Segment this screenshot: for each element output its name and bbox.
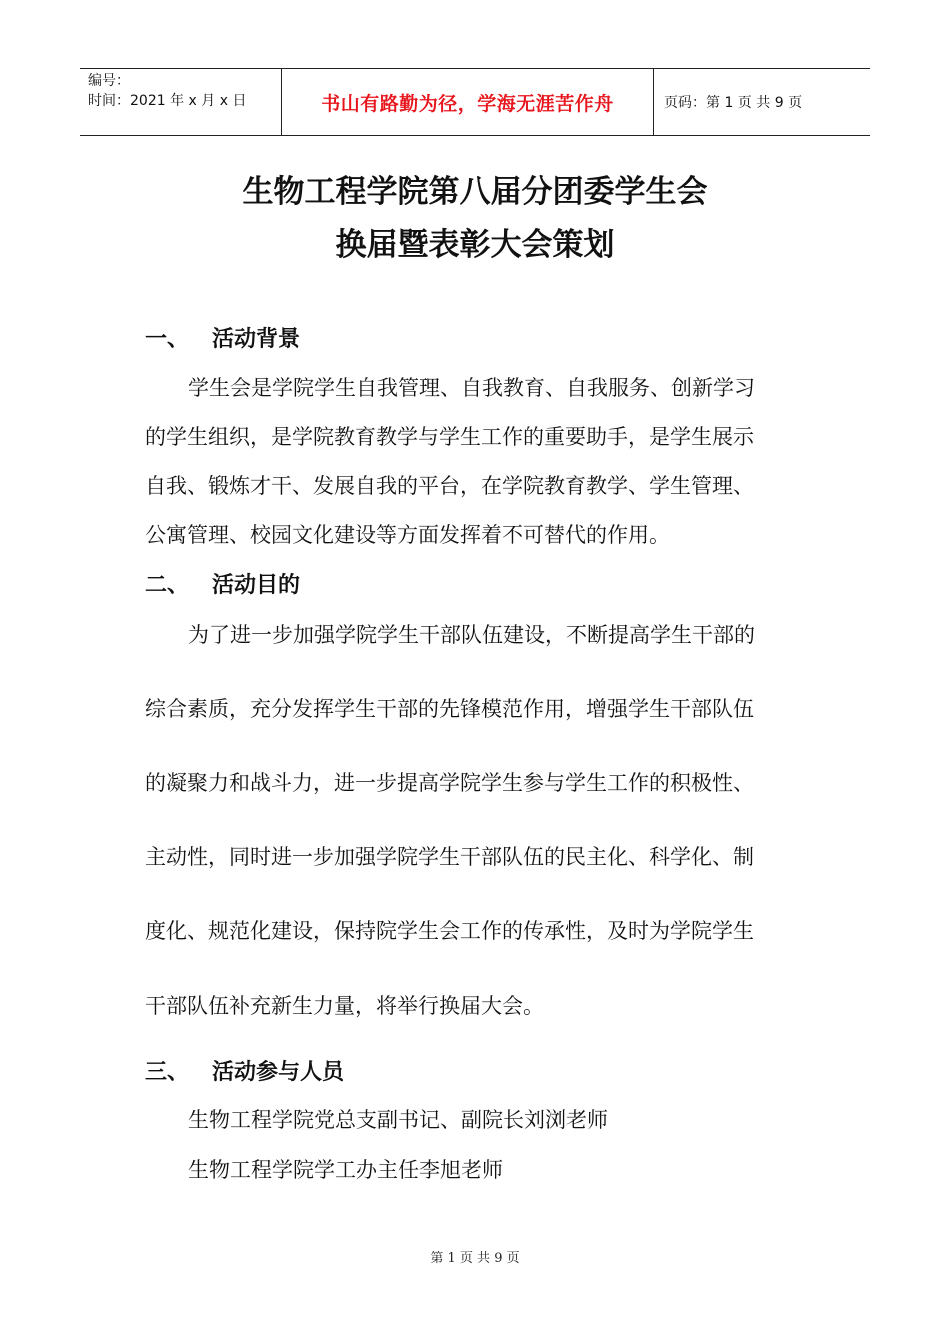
section-heading <box>145 322 300 353</box>
paragraph-line: 的学生组织，是学院教育教学与学生工作的重要助手，是学生展示 <box>145 425 754 449</box>
document-header <box>80 68 870 136</box>
section-number: 一、 <box>145 327 190 352</box>
section-title: 活动目的 <box>212 573 301 598</box>
paragraph-line: 综合素质，充分发挥学生干部的先锋模范作用，增强学生干部队伍 <box>145 697 754 721</box>
header-meta <box>80 69 282 135</box>
paragraph-line: 干部队伍补充新生力量，将举行换届大会。 <box>145 994 544 1018</box>
section-number: 三、 <box>145 1060 190 1085</box>
paragraph-line: 生物工程学院学工办主任李旭老师 <box>188 1158 503 1182</box>
document-title-line-2: 换届暨表彰大会策划 <box>335 227 615 263</box>
section-number: 二、 <box>145 573 190 598</box>
section-heading <box>145 1055 344 1086</box>
paragraph-line: 度化、规范化建设，保持院学生会工作的传承性，及时为学院学生 <box>145 919 754 943</box>
section-heading <box>145 568 300 599</box>
paragraph-line: 生物工程学院党总支副书记、副院长刘浏老师 <box>188 1108 608 1132</box>
paragraph-line: 为了进一步加强学院学生干部队伍建设，不断提高学生干部的 <box>188 623 755 647</box>
document-title-line-1: 生物工程学院第八届分团委学生会 <box>242 174 708 210</box>
paragraph-line: 主动性，同时进一步加强学院学生干部队伍的民主化、科学化、制 <box>145 845 754 869</box>
paragraph-line: 自我、锻炼才干、发展自我的平台，在学院教育教学、学生管理、 <box>145 474 754 498</box>
motto-text: 书山有路勤为径，学海无涯苦作舟 <box>321 92 614 115</box>
section-title: 活动参与人员 <box>212 1060 345 1085</box>
page-footer: 第 1 页 共 9 页 <box>430 1251 520 1266</box>
header-page-info: 页码：第 1 页 共 9 页 <box>664 95 803 111</box>
paragraph-line: 学生会是学院学生自我管理、自我教育、自我服务、创新学习 <box>188 376 755 400</box>
paragraph-line: 公寓管理、校园文化建设等方面发挥着不可替代的作用。 <box>145 523 670 547</box>
section-title: 活动背景 <box>212 327 301 352</box>
number-label: 编号： <box>88 73 130 89</box>
paragraph-line: 的凝聚力和战斗力，进一步提高学院学生参与学生工作的积极性、 <box>145 771 754 795</box>
header-motto-cell <box>282 69 654 135</box>
time-label: 时间：2021 年 x 月 x 日 <box>88 93 247 109</box>
